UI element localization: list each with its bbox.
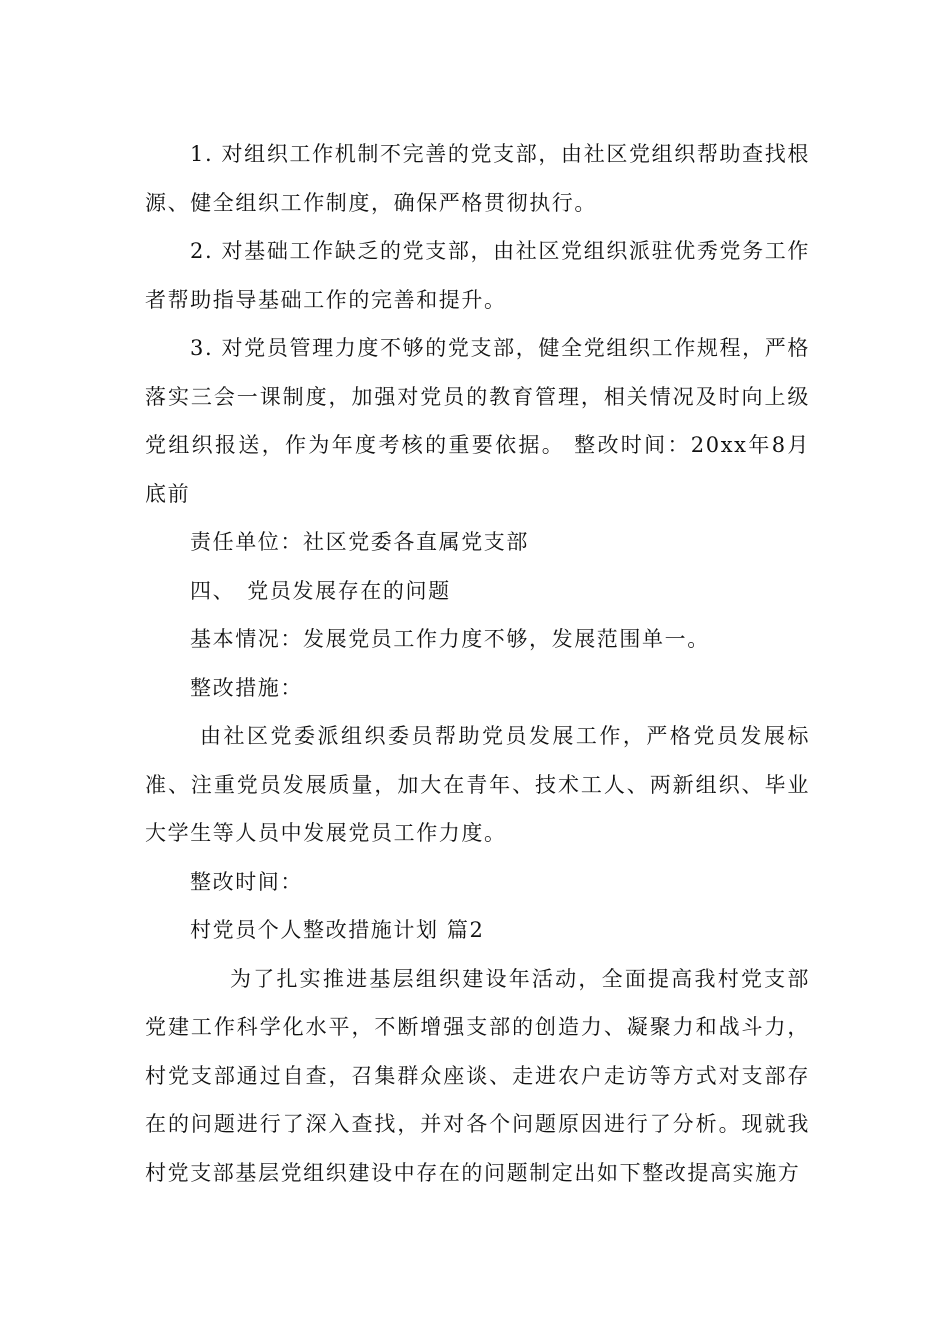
section-title-part-2: 村党员个人整改措施计划 篇2	[190, 918, 485, 942]
paragraph-item-1: 1. 对组织工作机制不完善的党支部，由社区党组织帮助查找根源、健全组织工作制度，确保严格贯彻执行。	[145, 142, 810, 215]
paragraph-item-3: 3. 对党员管理力度不够的党支部，健全党组织工作规程，严格落实三会一课制度，加强对党员的教育管理，相关情况及时向上级党组织报送，作为年度考核的重要依据。 整改时间：20xx年8月底前	[145, 336, 810, 506]
basic-situation-line: 基本情况：发展党员工作力度不够，发展范围单一。	[190, 627, 710, 651]
paragraph-item-2: 2. 对基础工作缺乏的党支部，由社区党组织派驻优秀党务工作者帮助指导基础工作的完善和提升。	[145, 239, 810, 312]
rectification-measures-paragraph: 由社区党委派组织委员帮助党员发展工作，严格党员发展标准、注重党员发展质量，加大在青年、技术工人、两新组织、毕业大学生等人员中发展党员工作力度。	[145, 724, 810, 845]
document-body	[145, 130, 810, 1197]
rectification-measures-label: 整改措施：	[190, 675, 303, 700]
intro-paragraph-part-2: 为了扎实推进基层组织建设年活动，全面提高我村党支部党建工作科学化水平，不断增强支部的创造力、凝聚力和战斗力，村党支部通过自查，召集群众座谈、走进农户走访等方式对支部存在的问题进行了深入查找，并对各个问题原因进行了分析。现就我村党支部基层党组织建设中存在的问题制定出如下整改提高实施方	[145, 966, 810, 1185]
section-heading-four: 四、 党员发展存在的问题	[190, 578, 451, 603]
responsible-unit-line: 责任单位：社区党委各直属党支部	[190, 530, 529, 554]
rectification-time-label: 整改时间：	[190, 869, 303, 894]
